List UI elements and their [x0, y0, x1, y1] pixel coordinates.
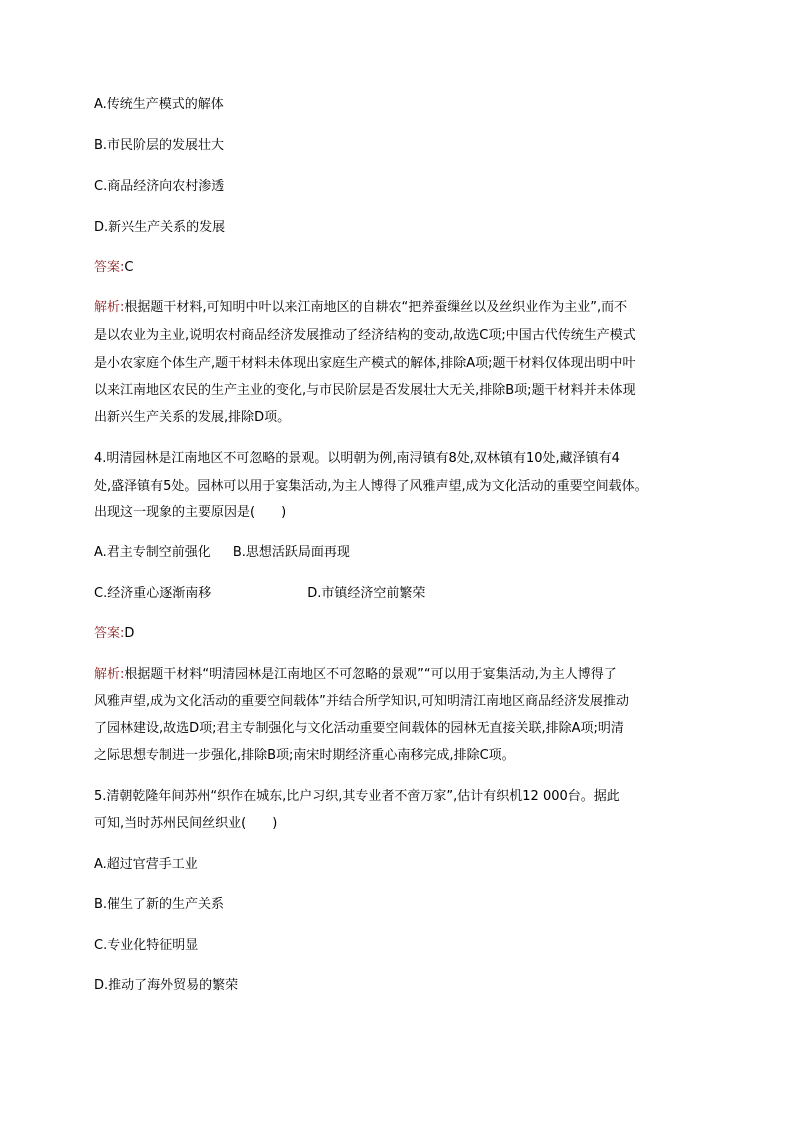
q4-analysis-label: 解析:: [94, 667, 125, 682]
q3-option-b: B.市民阶层的发展壮大: [94, 138, 225, 153]
q3-analysis-line: 出新兴生产关系的发展,排除D项。: [94, 410, 291, 425]
q3-answer-value: C: [124, 260, 134, 275]
q5-option-b: B.催生了新的生产关系: [94, 897, 225, 912]
q4-answer-label: 答案:: [94, 626, 125, 641]
q4-option-b: B.思想活跃局面再现: [232, 545, 350, 560]
q4-stem-line: 处,盛泽镇有5处。园林可以用于宴集活动,为主人博得了风雅声望,成为文化活动的重要空间载体。: [94, 479, 648, 494]
q4-analysis-line: 之际思想专制进一步强化,排除B项;南宋时期经济重心南移完成,排除C项。: [94, 748, 515, 763]
q4-stem-line: 出现这一现象的主要原因是( ): [94, 505, 287, 520]
q3-analysis-line: [94, 299, 627, 317]
q4-option-d: D.市镇经济空前繁荣: [307, 586, 426, 601]
q3-analysis-label: 解析:: [94, 300, 125, 315]
q3-option-c: C.商品经济向农村渗透: [94, 179, 225, 194]
q4-option-a: A.君主专制空前强化: [94, 545, 211, 560]
q3-option-a: A.传统生产模式的解体: [94, 97, 224, 112]
q5-option-c: C.专业化特征明显: [94, 938, 199, 953]
q5-option-d: D.推动了海外贸易的繁荣: [94, 978, 239, 993]
q3-option-d: D.新兴生产关系的发展: [94, 220, 226, 235]
q4-options-row-1: [94, 544, 350, 562]
q5-stem-line: 5.清朝乾隆年间苏州“织作在城东,比户习织,其专业者不啻万家”,估计有织机12 000台。据此: [94, 789, 620, 804]
q4-option-c: C.经济重心逐渐南移: [94, 586, 212, 601]
q3-answer-label: 答案:: [94, 260, 125, 275]
q5-stem-line: 可知,当时苏州民间丝织业( ): [94, 816, 278, 831]
q4-analysis-text: 根据题干材料“明清园林是江南地区不可忽略的景观”“可以用于宴集活动,为主人博得了: [124, 667, 617, 682]
q3-analysis-line: 是以农业为主业,说明农村商品经济发展推动了经济结构的变动,故选C项;中国古代传统生产模式: [94, 328, 636, 343]
q4-answer: [94, 625, 134, 643]
q3-analysis-text: 根据题干材料,可知明中叶以来江南地区的自耕农“把养蚕缫丝以及丝织业作为主业”,而不: [124, 300, 628, 315]
q4-analysis-line: 了园林建设,故选D项;君主专制强化与文化活动重要空间载体的园林无直接关联,排除A项;明清: [94, 721, 624, 736]
q4-analysis-line: 风雅声望,成为文化活动的重要空间载体”并结合所学知识,可知明清江南地区商品经济发展推动: [94, 694, 630, 709]
q4-options-row-2: [94, 585, 425, 603]
q5-option-a: A.超过官营手工业: [94, 857, 198, 872]
q3-answer: [94, 259, 133, 277]
q4-stem-line: 4.明清园林是江南地区不可忽略的景观。以明朝为例,南浔镇有8处,双林镇有10处,藏泽镇有4: [94, 451, 620, 466]
q4-answer-value: D: [124, 626, 135, 641]
q3-analysis-line: 以来江南地区农民的生产主业的变化,与市民阶层是否发展壮大无关,排除B项;题干材料并未体现: [94, 383, 636, 398]
q3-analysis-line: 是小农家庭个体生产,题干材料未体现出家庭生产模式的解体,排除A项;题干材料仅体现出明中叶: [94, 356, 636, 371]
q4-analysis-line: [94, 666, 617, 684]
